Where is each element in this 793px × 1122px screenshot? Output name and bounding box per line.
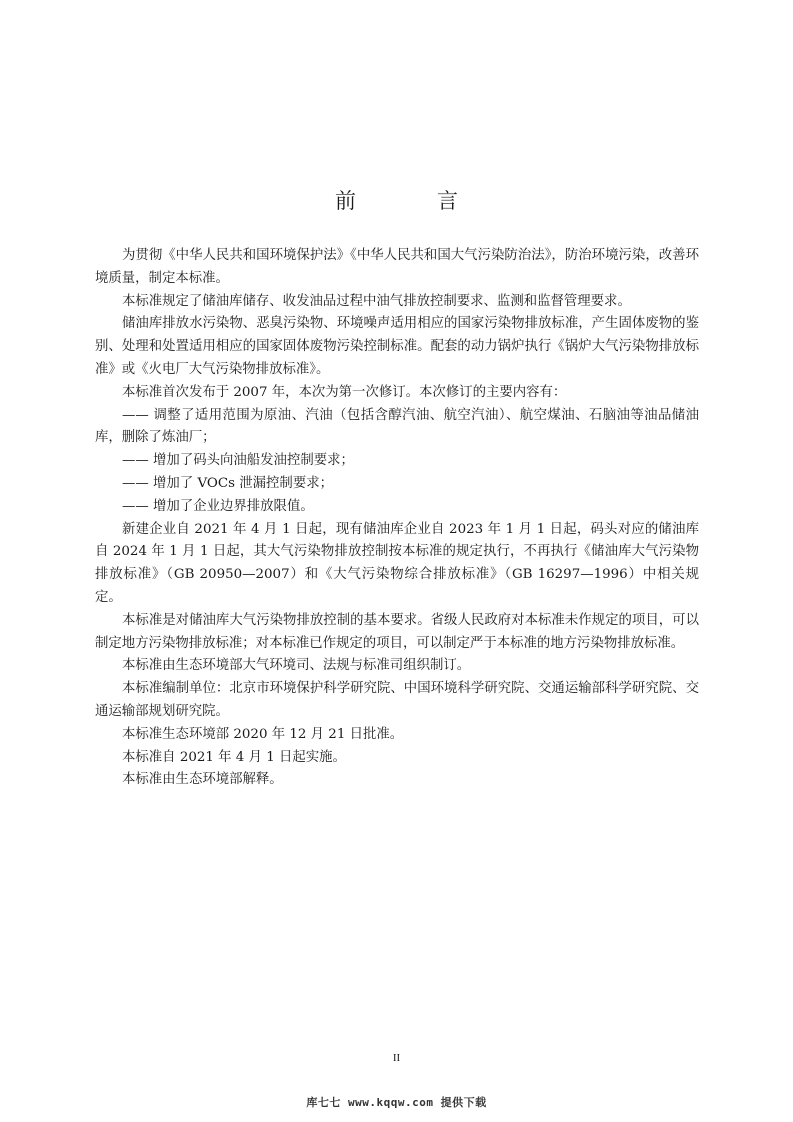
paragraph-organizer: 本标准由生态环境部大气环境司、法规与标准司组织制订。 (122, 658, 471, 674)
revision-item-boundary: —— 增加了企业边界排放限值。 (122, 498, 314, 514)
paragraph-implementation: 本标准自 2021 年 4 月 1 日起实施。 (122, 749, 346, 765)
page-title: 前 言 (335, 189, 488, 214)
revision-item-vocs: —— 增加了 VOCs 泄漏控制要求； (122, 475, 333, 491)
paragraph-purpose: 为贯彻《中华人民共和国环境保护法》《中华人民共和国大气污染防治法》，防治环境污染，改善环境质量，制定本标准。 (95, 248, 699, 286)
paragraph-other-pollutants: 储油库排放水污染物、恶臭污染物、环境噪声适用相应的国家污染物排放标准，产生固体废物的鉴别、处理和处置适用相应的国家固体废物污染控制标准。配套的动力锅炉执行《锅炉大气污染物排放标准》或《火电厂大气污染物排放标准》。 (95, 316, 699, 377)
preface-body (95, 245, 699, 792)
paragraph-drafting-units: 本标准编制单位：北京市环境保护科学研究院、中国环境科学研究院、交通运输部科学研究院、交通运输部规划研究院。 (95, 681, 699, 719)
download-footer: 库七七 www.kqqw.com 提供下载 (306, 1096, 487, 1109)
paragraph-effective-dates: 新建企业自 2021 年 4 月 1 日起，现有储油库企业自 2023 年 1 月 1 日起，码头对应的储油库自 2024 年 1 月 1 日起，其大气污染物排放控制按本标准的规定执行，不再执行《储油库大气污染物排放标准》（GB 20950—2007）和《大气污染物综合排放标准》（GB 16297—1996）中相关规定。 (95, 521, 699, 605)
paragraph-scope: 本标准规定了储油库储存、收发油品过程中油气排放控制要求、监测和监督管理要求。 (122, 293, 631, 309)
paragraph-revision-history: 本标准首次发布于 2007 年，本次为第一次修订。本次修订的主要内容有： (122, 384, 567, 400)
page-number: II (392, 1052, 401, 1064)
revision-item-dock: —— 增加了码头向油船发油控制要求； (122, 453, 354, 469)
paragraph-interpretation: 本标准由生态环境部解释。 (122, 772, 283, 788)
paragraph-approval: 本标准生态环境部 2020 年 12 月 21 日批准。 (122, 726, 404, 742)
paragraph-basic-requirements: 本标准是对储油库大气污染物排放控制的基本要求。省级人民政府对本标准未作规定的项目，可以制定地方污染物排放标准；对本标准已作规定的项目，可以制定严于本标准的地方污染物排放标准。 (95, 612, 699, 651)
revision-item-scope: —— 调整了适用范围为原油、汽油（包括含醇汽油、航空汽油）、航空煤油、石脑油等油品储油库，删除了炼油厂； (95, 407, 699, 446)
